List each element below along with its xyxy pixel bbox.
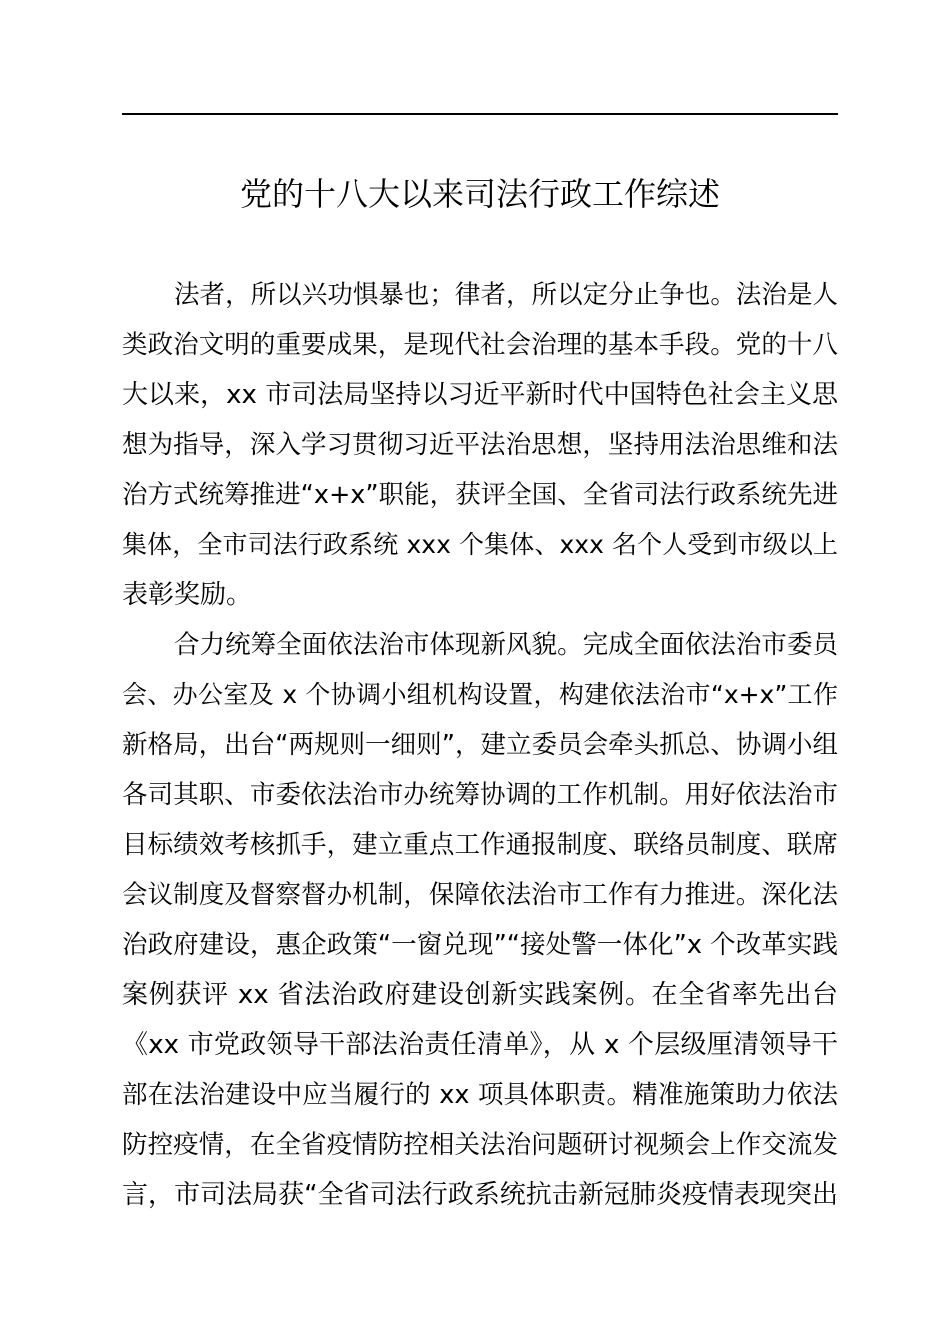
paragraph-line: 会议制度及督察督办机制，保障依法治市工作有力推进。深化法 <box>122 880 838 910</box>
document-title: 党的十八大以来司法行政工作综述 <box>239 175 720 213</box>
paragraph-line: 类政治文明的重要成果，是现代社会治理的基本手段。党的十八 <box>122 330 838 360</box>
paragraph-line: 各司其职、市委依法治市办统筹协调的工作机制。用好依法治市 <box>122 780 838 810</box>
paragraph-line: 会、办公室及 x 个协调小组机构设置，构建依法治市“x+x”工作 <box>122 680 838 709</box>
paragraph-line: 目标绩效考核抓手，建立重点工作通报制度、联络员制度、联席 <box>122 830 838 860</box>
paragraph-line: 治政府建设，惠企政策“一窗兑现”“接处警一体化”x 个改革实践 <box>122 930 838 960</box>
paragraph-2 <box>122 620 838 1220</box>
paragraph-line: 治方式统筹推进“x+x”职能，获评全国、全省司法行政系统先进 <box>122 480 838 510</box>
paragraph-line: 案例获评 xx 省法治政府建设创新实践案例。在全省率先出台 <box>122 980 838 1010</box>
paragraph-line: 言，市司法局获“全省司法行政系统抗击新冠肺炎疫情表现突出 <box>122 1180 838 1210</box>
header-rule <box>122 113 838 115</box>
document-body <box>122 270 838 1220</box>
paragraph-line: 法者，所以兴功惧暴也；律者，所以定分止争也。法治是人 <box>174 280 838 310</box>
paragraph-line: 新格局，出台“两规则一细则”，建立委员会牵头抓总、协调小组 <box>122 730 838 760</box>
paragraph-line: 集体，全市司法行政系统 xxx 个集体、xxx 名个人受到市级以上 <box>122 530 838 559</box>
paragraph-1 <box>122 270 838 620</box>
paragraph-line: 大以来，xx 市司法局坚持以习近平新时代中国特色社会主义思 <box>122 380 838 410</box>
paragraph-line: 防控疫情，在全省疫情防控相关法治问题研讨视频会上作交流发 <box>122 1130 838 1160</box>
paragraph-line: 想为指导，深入学习贯彻习近平法治思想，坚持用法治思维和法 <box>122 430 838 460</box>
paragraph-line: 表彰奖励。 <box>122 580 253 610</box>
paragraph-line: 部在法治建设中应当履行的 xx 项具体职责。精准施策助力依法 <box>122 1080 838 1110</box>
paragraph-line: 合力统筹全面依法治市体现新风貌。完成全面依法治市委员 <box>174 630 838 660</box>
paragraph-line: 《xx 市党政领导干部法治责任清单》，从 x 个层级厘清领导干 <box>122 1030 838 1060</box>
